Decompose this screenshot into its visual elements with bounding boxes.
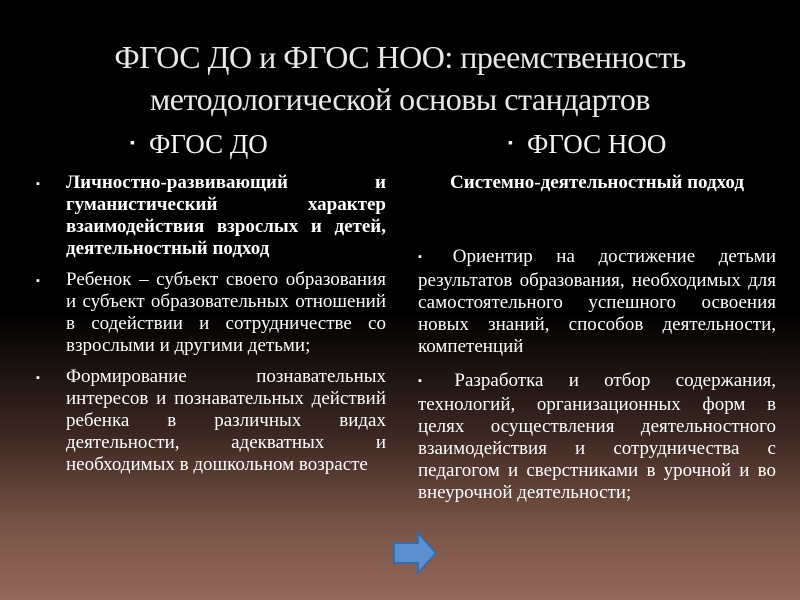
list-item-text: Разработка и отбор содержания, технологий, организационных форм в целях осуществления деятельностного взаимодействия и сотрудничества с педагогом и сверстниками в урочной и во внеурочной деятельности; [418,370,777,503]
right-arrow-icon[interactable] [392,531,438,575]
slide-title-line1: ФГОС ДО и ФГОС НОО: преемственность [114,39,686,75]
list-item-text: Личностно-развивающий и гуманистический характер взаимодействия взрослых и детей, деятельностный подход [66,172,386,259]
slide-title [20,36,780,120]
list-item-text: Ориентир на достижение детьми результатов образования, необходимых для самостоятельного успешного освоения новых знаний, способов деятельности, компетенций [418,246,776,357]
list-item-text: Формирование познавательных интересов и познавательных действий ребенка в различных видах деятельности, адекватных и необходимых в дошкольном возрасте [66,366,386,475]
bullet-icon: ▪ [418,375,443,387]
list-item-text: Ребенок – субъект своего образования и субъект образовательных отношений в содействии и сотрудничестве со взрослыми и другими детьми; [66,269,386,356]
bullet-icon: ▪ [508,135,513,151]
right-column-heading [508,128,666,163]
left-column [36,172,386,485]
right-subheading: Системно-деятельностный подход [450,172,744,193]
list-item [36,172,386,260]
list-item [418,246,776,358]
list-item [36,366,386,476]
bullet-icon: ▪ [36,178,40,190]
slide-title-line2: методологической основы стандартов [150,81,650,117]
right-column [418,172,776,516]
right-heading-text: ФГОС НОО [526,129,667,159]
left-heading-text: ФГОС ДО [148,129,268,159]
left-column-heading [130,128,268,163]
right-arrow-shape [394,533,436,573]
bullet-icon: ▪ [418,251,441,263]
list-item [418,370,776,504]
bullet-icon: ▪ [130,135,135,151]
list-item [36,269,386,357]
bullet-icon: ▪ [36,372,40,384]
bullet-icon: ▪ [36,275,40,287]
